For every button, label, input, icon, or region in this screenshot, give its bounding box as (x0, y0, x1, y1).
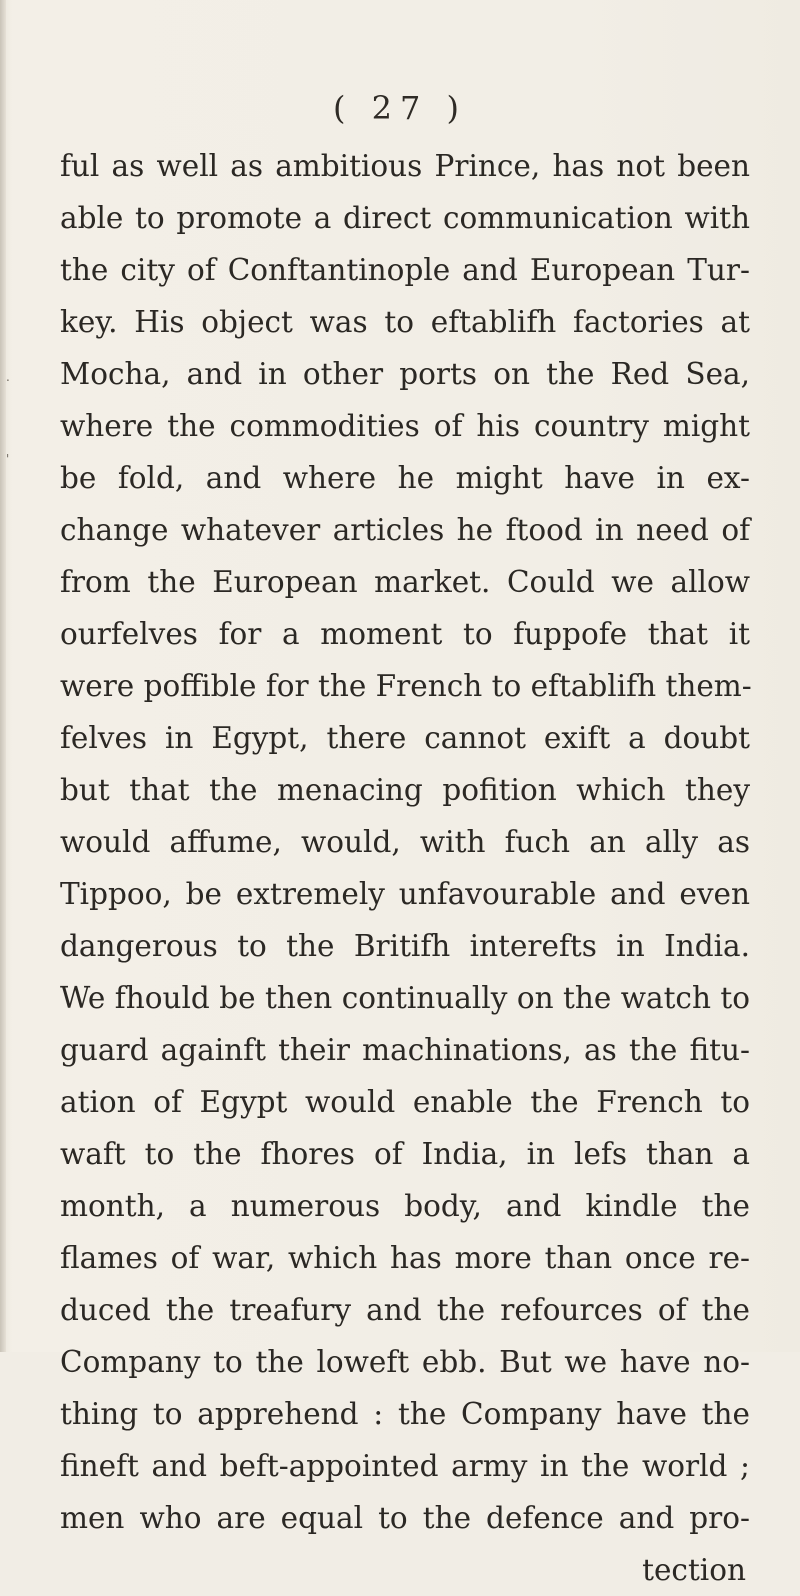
text-line: ourfelves for a moment to fuppofe that it (60, 617, 750, 651)
text-line: ation of Egypt would enable the French to (60, 1085, 750, 1119)
text-line: be fold, and where he might have in ex- (60, 461, 750, 495)
text-line: men who are equal to the defence and pro- (60, 1501, 750, 1535)
page-number: ( 27 ) (332, 89, 468, 127)
text-line: where the commodities of his country might (60, 409, 750, 443)
text-line: We fhould be then continually on the watch to (60, 981, 750, 1015)
margin-speck: . (6, 370, 10, 384)
text-line: were poffible for the French to eftablifh them- (60, 669, 752, 703)
text-line: change whatever articles he ftood in need of (60, 513, 750, 547)
text-line: felves in Egypt, there cannot exift a doubt (60, 721, 750, 755)
text-line: duced the treafury and the refources of the (60, 1293, 750, 1327)
text-line: thing to apprehend : the Company have the (60, 1397, 750, 1431)
text-line: flames of war, which has more than once re- (60, 1241, 750, 1275)
text-line: from the European market. Could we allow (60, 565, 750, 599)
text-line: dangerous to the Britifh interefts in India. (60, 929, 750, 963)
text-line: but that the menacing pofition which they (60, 773, 750, 807)
text-line: would affume, would, with fuch an ally as (60, 825, 750, 859)
text-line: Tippoo, be extremely unfavourable and even (60, 877, 750, 911)
body-text (60, 140, 750, 1596)
text-line: fineft and beft-appointed army in the world ; (60, 1449, 750, 1483)
text-line: able to promote a direct communication with (60, 201, 750, 235)
text-line: the city of Conftantinople and European Tur- (60, 253, 750, 287)
text-line: Mocha, and in other ports on the Red Sea, (60, 357, 750, 391)
margin-speck: ' (6, 452, 10, 466)
text-line: guard againft their machinations, as the fitu- (60, 1033, 750, 1067)
text-line: waft to the fhores of India, in lefs than a (60, 1137, 750, 1171)
text-line: key. His object was to eftablifh factories at (60, 305, 750, 339)
text-line: Company to the loweft ebb. But we have no- (60, 1345, 750, 1379)
catchword-line: tection (642, 1553, 746, 1587)
text-line: month, a numerous body, and kindle the (60, 1189, 750, 1223)
page-gutter-edge (0, 0, 6, 1352)
text-line: ful as well as ambitious Prince, has not been (60, 149, 750, 183)
